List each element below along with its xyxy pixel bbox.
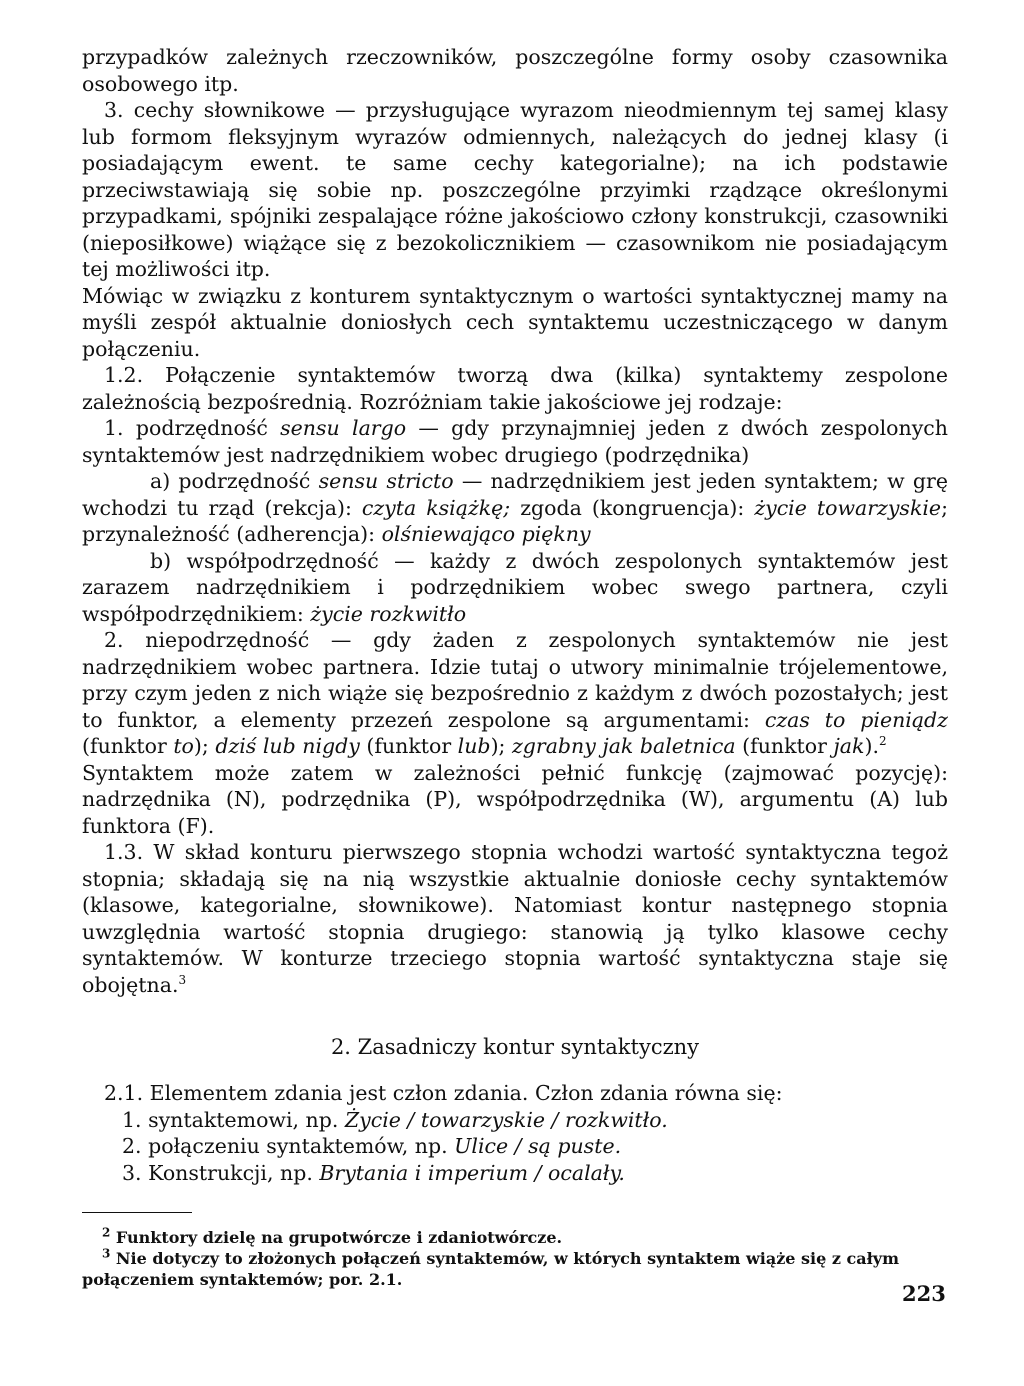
italic-term: sensu stricto — [318, 469, 454, 493]
footnote-text: Nie dotyczy to złożonych połączeń syntaktemów, w których syntaktem wiąże się z całym połączeniem syntaktemów; por. 2.1. — [82, 1249, 900, 1289]
footnote-mark: 3 — [102, 1246, 111, 1261]
italic-example: dziś lub nigdy — [215, 734, 360, 758]
italic-example: Życie / towarzyskie / rozkwitło. — [344, 1107, 668, 1132]
text-run: ). — [864, 734, 879, 758]
footnote-ref: 2 — [878, 734, 887, 749]
footnote-2 — [82, 1227, 948, 1248]
footnotes — [82, 1227, 948, 1290]
paragraph-5 — [82, 415, 948, 468]
page-number: 223 — [902, 1281, 946, 1306]
text-run: ; przynależność (adherencja): — [82, 495, 948, 546]
paragraph-8 — [82, 627, 948, 760]
paragraph-6 — [82, 468, 948, 548]
footnote-mark: 2 — [102, 1225, 111, 1240]
list-item — [82, 1133, 948, 1160]
footnote-divider — [82, 1212, 192, 1213]
footnote-3 — [82, 1248, 948, 1290]
italic-term: sensu largo — [280, 416, 407, 440]
footnote-text: Funktory dzielę na grupotwórcze i zdaniotwórcze. — [110, 1228, 563, 1247]
text-run: 1. podrzędność — [104, 416, 281, 440]
text-run: (funktor — [82, 734, 174, 758]
italic-example: życie rozkwitło — [310, 601, 467, 626]
footnote-ref: 3 — [178, 972, 187, 987]
italic-example: czas to pieniądz — [764, 707, 948, 732]
main-text — [82, 44, 948, 998]
text-run: ); — [490, 734, 512, 758]
italic-example: to — [173, 734, 194, 758]
text-run: (funktor — [735, 734, 834, 758]
italic-example: olśniewająco piękny — [381, 522, 591, 546]
text-run: 2. połączeniu syntaktemów, np. — [122, 1134, 455, 1158]
text-run: 1. syntaktemowi, np. — [122, 1107, 345, 1132]
text-run: 1.3. W skład konturu pierwszego stopnia wchodzi wartość syntaktyczna tegoż stopnia; składają się na nią wszystkie aktualnie doniosłe cechy syntaktemów (klasowe, kategorialne, słownikowe). Natomiast kontur następnego stopnia uwzględnia wartość stopnia drugiego: stanowią ją tylko klasowe cechy syntaktemów. W konturze trzeciego stopnia wartość syntaktyczna staje się obojętna. — [82, 840, 948, 997]
text-run: (funktor — [359, 734, 458, 758]
italic-example: Ulice / są puste. — [454, 1134, 622, 1158]
paragraph-4: 1.2. Połączenie syntaktemów tworzą dwa (kilka) syntaktemy zespolone zależnością bezpośrednią. Rozróżniam takie jakościowe jej rodzaje: — [82, 363, 948, 414]
paragraph-2: 3. cechy słownikowe — przysługujące wyrazom nieodmiennym tej samej klasy lub formom fleksyjnym wyrazów odmiennych, należących do jednej klasy (i posiadającym ewent. te same cechy kategorialne); na ich podstawie przeciwstawiają się sobie np. poszczególne przyimki rządzące określonymi przypadkami, spójniki zespalające różne jakościowo człony konstrukcji, czasowniki (nieposiłkowe) wiążące się z bezokolicznikiem — czasownikom nie posiadającym tej możliwości itp. — [82, 98, 948, 281]
text-run: 2. niepodrzędność — gdy żaden z zespolonych syntaktemów nie jest nadrzędnikiem wobec partnera. Idzie tutaj o utwory minimalnie trójelementowe, przy czym jeden z nich wiąże się bezpośrednio z każdym z dwóch pozostałych; jest to funktor, a elementy przezeń zespolone są argumentami: — [82, 628, 948, 732]
text-run: a) podrzędność — [150, 469, 319, 493]
section-intro: 2.1. Elementem zdania jest człon zdania. Człon zdania równa się: — [104, 1081, 783, 1105]
italic-example: lub — [457, 734, 491, 758]
italic-example: jak — [833, 734, 865, 758]
italic-example: życie towarzyskie — [754, 495, 942, 520]
text-run: — gdy przynajmniej jeden z dwóch zespolonych syntaktemów jest nadrzędnikiem wobec drugiego (podrzędnika) — [82, 416, 948, 467]
paragraph-10 — [82, 839, 948, 998]
section-list — [82, 1080, 948, 1186]
italic-example: czyta książkę; — [361, 495, 511, 520]
text-run: b) współpodrzędność — każdy z dwóch zespolonych syntaktemów jest zarazem nadrzędnikiem i podrzędnikiem wobec swego partnera, czyli współpodrzędnikiem: — [82, 548, 948, 626]
list-item — [82, 1107, 948, 1134]
paragraph-1: przypadków zależnych rzeczowników, poszczególne formy osoby czasownika osobowego itp. — [82, 45, 948, 96]
paragraph-3: Mówiąc w związku z konturem syntaktycznym o wartości syntaktycznej mamy na myśli zespół aktualnie doniosłych cech syntaktemu uczestniczącego w danym połączeniu. — [82, 283, 948, 361]
text-run: 3. Konstrukcji, np. — [122, 1160, 320, 1185]
text-run: ); — [193, 734, 216, 758]
paragraph-7 — [82, 548, 948, 628]
italic-example: Brytania i imperium / ocalały. — [319, 1160, 625, 1185]
text-run: zgoda (kongruencja): — [510, 495, 755, 520]
text-run: — nadrzędnikiem jest jeden syntaktem; w grę wchodzi tu rząd (rekcja): — [82, 469, 948, 520]
section-heading: 2. Zasadniczy kontur syntaktyczny — [330, 1035, 700, 1059]
list-item — [82, 1160, 948, 1187]
paragraph-9: Syntaktem może zatem w zależności pełnić funkcję (zajmować pozycję): nadrzędnika (N), podrzędnika (P), współpodrzędnika (W), argumentu (A) lub funktora (F). — [82, 760, 948, 838]
italic-example: zgrabny jak baletnica — [511, 734, 736, 758]
